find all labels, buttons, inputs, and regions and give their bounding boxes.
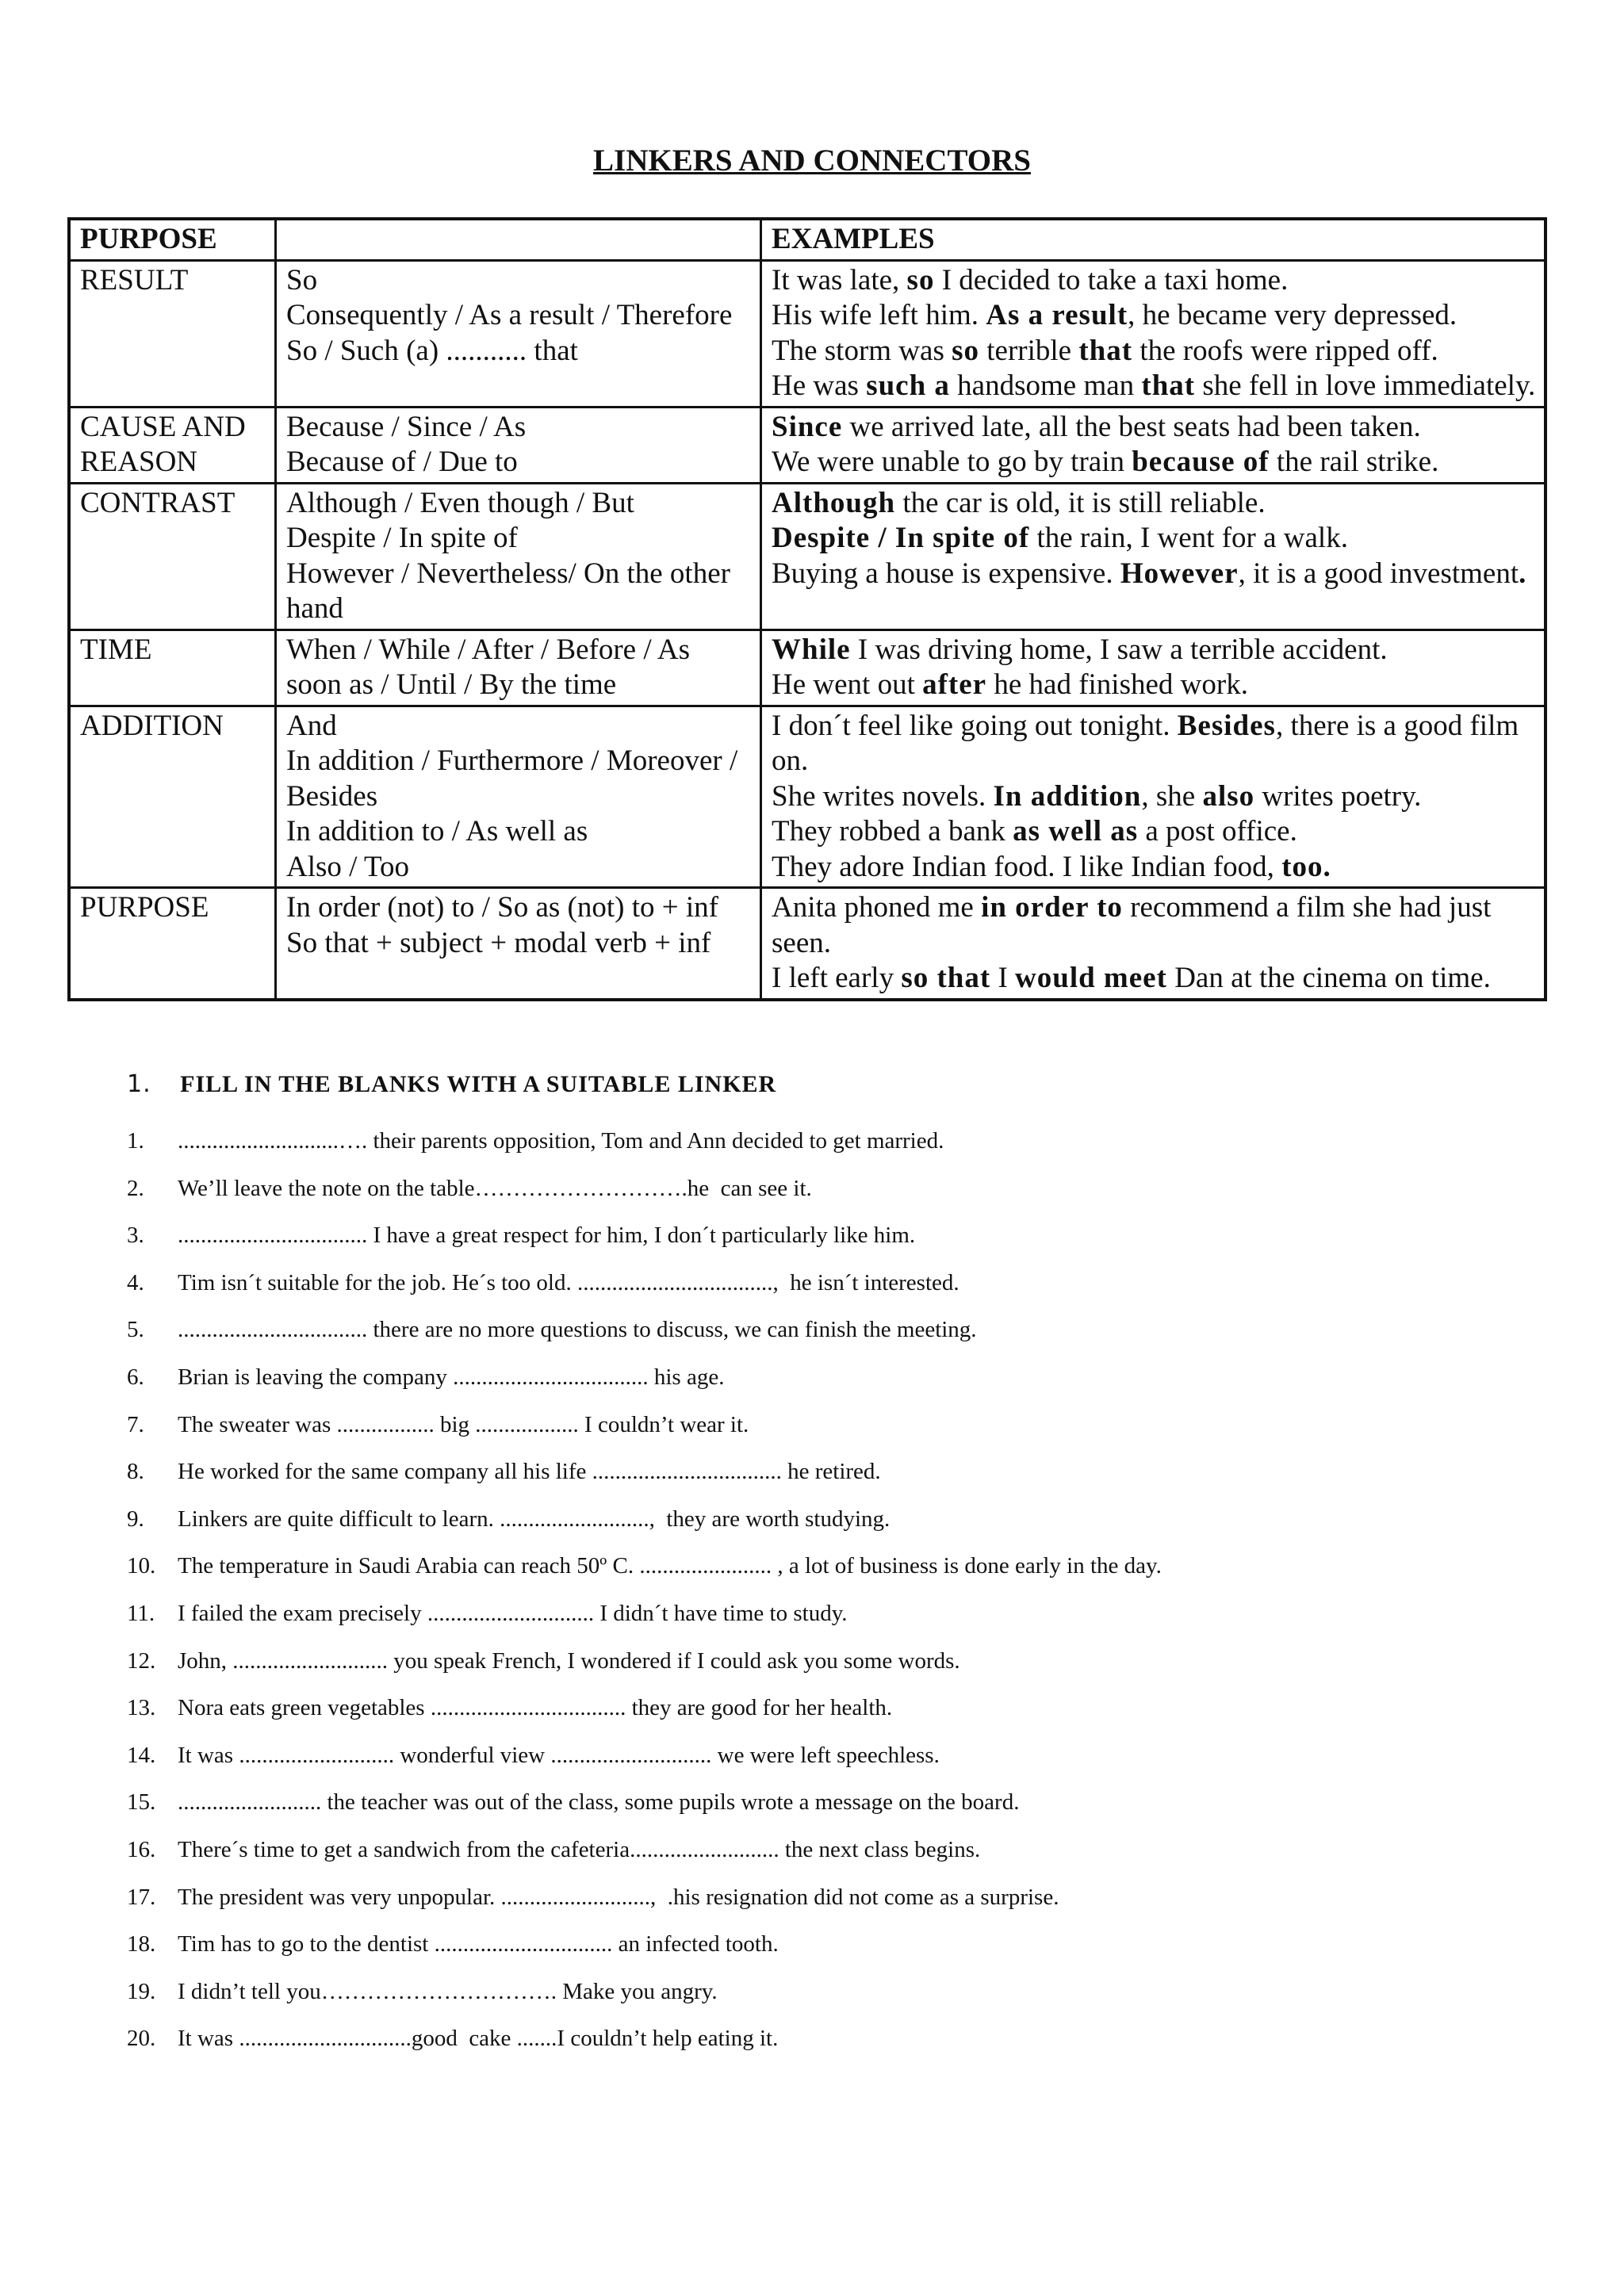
linkers-table bbox=[67, 217, 1547, 1001]
example-text: We were unable to go by train bbox=[772, 446, 1132, 478]
linker-line: In addition / Furthermore / Moreover / Besides bbox=[286, 744, 738, 813]
example-text: the rain, I went for a walk. bbox=[1029, 522, 1348, 554]
example-text: His wife left him. bbox=[772, 299, 986, 331]
examples-cell bbox=[761, 629, 1546, 706]
example-sentence bbox=[772, 298, 1536, 334]
linker-line: Because of / Due to bbox=[286, 446, 518, 478]
highlighted-linker: While bbox=[772, 633, 851, 666]
table-row bbox=[69, 483, 1545, 629]
example-text: she fell in love immediately. bbox=[1195, 369, 1536, 402]
examples-cell bbox=[761, 706, 1546, 888]
example-text: the roofs were ripped off. bbox=[1132, 334, 1438, 367]
exercise-item bbox=[127, 1364, 1162, 1412]
item-sentence: Brian is leaving the company .................................. his age. bbox=[178, 1364, 725, 1390]
highlighted-linker: Since bbox=[772, 410, 843, 443]
example-text: , there is a good film on. bbox=[772, 709, 1519, 777]
linker-line: And bbox=[286, 709, 337, 742]
example-sentence bbox=[772, 668, 1536, 703]
exercise-item bbox=[127, 1695, 1162, 1743]
example-text: The storm was bbox=[772, 334, 952, 367]
example-text: recommend a film she had just seen. bbox=[772, 891, 1492, 959]
item-number: 3. bbox=[127, 1223, 144, 1249]
item-number: 13. bbox=[127, 1695, 156, 1721]
item-number: 1. bbox=[127, 1128, 144, 1154]
highlighted-linker: in order to bbox=[981, 891, 1123, 924]
example-text: I was driving home, I saw a terrible accident. bbox=[850, 633, 1388, 666]
example-sentence bbox=[772, 521, 1536, 557]
linker-line: So bbox=[286, 263, 318, 297]
table-row bbox=[69, 260, 1545, 407]
highlighted-linker: so bbox=[952, 334, 980, 367]
example-sentence bbox=[772, 486, 1536, 522]
exercise-item bbox=[127, 1885, 1162, 1932]
linkers-cell bbox=[276, 706, 761, 888]
example-text: I don´t feel like going out tonight. bbox=[772, 709, 1178, 742]
example-sentence bbox=[772, 814, 1536, 850]
exercise-item bbox=[127, 1506, 1162, 1554]
highlighted-linker: that bbox=[1078, 334, 1133, 367]
exercise-item bbox=[127, 1412, 1162, 1460]
highlighted-linker: As a result bbox=[986, 299, 1128, 331]
highlighted-linker: after bbox=[922, 668, 987, 701]
examples-cell bbox=[761, 407, 1546, 483]
example-sentence bbox=[772, 557, 1536, 592]
example-sentence bbox=[772, 445, 1536, 480]
item-sentence: I failed the exam precisely ............................. I didn´t have time to study. bbox=[178, 1600, 848, 1626]
exercise-item bbox=[127, 1553, 1162, 1601]
example-sentence bbox=[772, 263, 1536, 299]
example-text: He went out bbox=[772, 668, 923, 701]
example-text: She writes novels. bbox=[772, 779, 994, 813]
example-text: They robbed a bank bbox=[772, 815, 1013, 848]
linker-line: Despite / In spite of bbox=[286, 522, 518, 554]
item-number: 2. bbox=[127, 1175, 144, 1201]
exercise-heading bbox=[127, 1070, 776, 1098]
item-sentence: ......................... the teacher was out of the class, some pupils wrote a message on the board. bbox=[178, 1789, 1020, 1816]
item-number: 12. bbox=[127, 1647, 156, 1674]
highlighted-linker: too. bbox=[1281, 850, 1331, 883]
highlighted-linker: Despite / In spite of bbox=[772, 522, 1030, 554]
item-sentence: Tim isn´t suitable for the job. He´s too old. .................................., he isn´t interested. bbox=[178, 1269, 959, 1295]
item-number: 11. bbox=[127, 1600, 155, 1626]
linkers-cell bbox=[276, 629, 761, 706]
item-number: 19. bbox=[127, 1978, 156, 2004]
example-text: , it is a good investment bbox=[1238, 557, 1519, 590]
item-sentence: ............................…. their parents opposition, Tom and Ann decided to get married. bbox=[178, 1128, 944, 1154]
item-sentence: ................................. I have a great respect for him, I don´t particularly like him. bbox=[178, 1223, 916, 1249]
item-sentence: We’ll leave the note on the table……………………….he can see it. bbox=[178, 1175, 812, 1201]
purpose-cell: CAUSE AND REASON bbox=[69, 407, 276, 483]
example-sentence bbox=[772, 633, 1536, 668]
linker-line: In order (not) to / So as (not) to + inf bbox=[286, 891, 718, 924]
highlighted-linker: . bbox=[1519, 557, 1527, 590]
example-text: the rail strike. bbox=[1269, 446, 1439, 478]
exercise-item bbox=[127, 1979, 1162, 2026]
linker-line: So that + subject + modal verb + inf bbox=[286, 926, 711, 959]
example-text: he had finished work. bbox=[986, 668, 1248, 701]
header-purpose: PURPOSE bbox=[69, 219, 276, 260]
item-number: 9. bbox=[127, 1506, 144, 1532]
exercise-item bbox=[127, 1459, 1162, 1506]
linker-line: Because / Since / As bbox=[286, 410, 527, 443]
example-text: , he became very depressed. bbox=[1128, 299, 1457, 331]
examples-cell bbox=[761, 260, 1546, 407]
table-row bbox=[69, 706, 1545, 888]
example-text: It was late, bbox=[772, 263, 907, 297]
highlighted-linker: that bbox=[1141, 369, 1196, 402]
example-sentence bbox=[772, 779, 1536, 815]
exercise-item bbox=[127, 1789, 1162, 1837]
example-text: I decided to take a taxi home. bbox=[934, 263, 1289, 297]
exercise-item bbox=[127, 1648, 1162, 1696]
item-sentence: John, ........................... you speak French, I wondered if I could ask you some words. bbox=[178, 1647, 960, 1674]
item-sentence: It was ..............................good cake .......I couldn’t help eating it. bbox=[178, 2026, 779, 2052]
linker-line: Consequently / As a result / Therefore bbox=[286, 299, 733, 331]
example-text: Anita phoned me bbox=[772, 891, 982, 924]
example-text: handsome man bbox=[949, 369, 1142, 402]
example-sentence bbox=[772, 850, 1536, 886]
highlighted-linker: Besides bbox=[1177, 709, 1276, 742]
table-row bbox=[69, 888, 1545, 1000]
item-sentence: ................................. there are no more questions to discuss, we can finish the meeting. bbox=[178, 1317, 977, 1343]
exercise-number: 1. bbox=[127, 1070, 151, 1098]
linker-line: Although / Even though / But bbox=[286, 486, 634, 519]
example-text: terrible bbox=[979, 334, 1079, 367]
header-linkers bbox=[276, 219, 761, 260]
exercise-item bbox=[127, 1837, 1162, 1885]
item-number: 17. bbox=[127, 1884, 156, 1910]
examples-cell bbox=[761, 483, 1546, 629]
item-number: 18. bbox=[127, 1931, 156, 1957]
item-number: 10. bbox=[127, 1553, 156, 1579]
purpose-cell: TIME bbox=[69, 629, 276, 706]
exercise-item bbox=[127, 1223, 1162, 1270]
purpose-cell: ADDITION bbox=[69, 706, 276, 888]
item-sentence: The temperature in Saudi Arabia can reach 50º C. ....................... , a lot of business is done early in the day. bbox=[178, 1553, 1162, 1579]
item-number: 4. bbox=[127, 1269, 144, 1295]
linker-line: In addition to / As well as bbox=[286, 815, 588, 848]
item-sentence: I didn’t tell you…………………………. Make you angry. bbox=[178, 1978, 718, 2004]
example-sentence bbox=[772, 709, 1536, 779]
item-number: 16. bbox=[127, 1836, 156, 1862]
item-number: 5. bbox=[127, 1317, 144, 1343]
example-text: , she bbox=[1141, 779, 1203, 813]
table-body bbox=[69, 260, 1545, 1000]
linker-line: Also / Too bbox=[286, 850, 410, 883]
example-sentence bbox=[772, 961, 1536, 997]
item-sentence: Tim has to go to the dentist ............................... an infected tooth. bbox=[178, 1931, 779, 1957]
purpose-cell: CONTRAST bbox=[69, 483, 276, 629]
linker-line: When / While / After / Before / As soon as / Until / By the time bbox=[286, 633, 690, 701]
example-text: Dan at the cinema on time. bbox=[1166, 962, 1491, 994]
item-number: 14. bbox=[127, 1742, 156, 1768]
highlighted-linker: as well as bbox=[1013, 815, 1139, 848]
item-sentence: Linkers are quite difficult to learn. .........................., they are worth studying. bbox=[178, 1506, 891, 1532]
linkers-cell bbox=[276, 407, 761, 483]
highlighted-linker: so bbox=[906, 263, 935, 297]
linkers-cell bbox=[276, 888, 761, 1000]
item-number: 15. bbox=[127, 1789, 156, 1816]
highlighted-linker: In addition bbox=[993, 779, 1142, 813]
example-text: a post office. bbox=[1138, 815, 1297, 848]
example-sentence bbox=[772, 369, 1536, 404]
example-text: writes poetry. bbox=[1254, 779, 1422, 813]
exercise-item bbox=[127, 1270, 1162, 1318]
exercise-list bbox=[127, 1128, 1162, 2073]
example-text: He was bbox=[772, 369, 867, 402]
item-number: 6. bbox=[127, 1364, 144, 1390]
item-number: 8. bbox=[127, 1459, 144, 1485]
highlighted-linker: such a bbox=[866, 369, 950, 402]
linker-line: However / Nevertheless/ On the other hand bbox=[286, 557, 730, 625]
highlighted-linker: Although bbox=[772, 486, 896, 519]
example-text: I left early bbox=[772, 962, 902, 994]
exercise-item bbox=[127, 1743, 1162, 1790]
header-examples: EXAMPLES bbox=[761, 219, 1546, 260]
page-title: LINKERS AND CONNECTORS bbox=[593, 144, 1031, 178]
highlighted-linker: because of bbox=[1132, 446, 1270, 478]
example-text: Buying a house is expensive. bbox=[772, 557, 1120, 590]
linker-line: So / Such (a) ........... that bbox=[286, 334, 578, 367]
highlighted-linker: would meet bbox=[1015, 962, 1167, 994]
example-text: I bbox=[990, 962, 1016, 994]
exercise-item bbox=[127, 1931, 1162, 1979]
item-number: 7. bbox=[127, 1411, 144, 1437]
examples-cell bbox=[761, 888, 1546, 1000]
highlighted-linker: so that bbox=[901, 962, 991, 994]
item-sentence: The president was very unpopular. .........................., .his resignation did not come as a surprise. bbox=[178, 1884, 1059, 1910]
example-sentence bbox=[772, 410, 1536, 446]
exercise-title: FILL IN THE BLANKS WITH A SUITABLE LINKER bbox=[180, 1071, 777, 1097]
table-header-row bbox=[69, 219, 1545, 260]
exercise-item bbox=[127, 1317, 1162, 1364]
purpose-cell: PURPOSE bbox=[69, 888, 276, 1000]
exercise-item bbox=[127, 1176, 1162, 1223]
item-sentence: There´s time to get a sandwich from the cafeteria.......................... the next class begins. bbox=[178, 1836, 981, 1862]
highlighted-linker: also bbox=[1202, 779, 1255, 813]
linkers-cell bbox=[276, 483, 761, 629]
item-sentence: Nora eats green vegetables .................................. they are good for her health. bbox=[178, 1695, 893, 1721]
exercise-item bbox=[127, 2026, 1162, 2073]
highlighted-linker: However bbox=[1120, 557, 1239, 590]
purpose-cell: RESULT bbox=[69, 260, 276, 407]
item-sentence: It was ........................... wonderful view ............................ we were left speechless. bbox=[178, 1742, 940, 1768]
item-number: 20. bbox=[127, 2026, 156, 2052]
example-sentence bbox=[772, 890, 1536, 961]
linkers-cell bbox=[276, 260, 761, 407]
item-sentence: He worked for the same company all his life ................................. he retired. bbox=[178, 1459, 881, 1485]
example-text: we arrived late, all the best seats had been taken. bbox=[842, 410, 1421, 443]
example-text: They adore Indian food. I like Indian food, bbox=[772, 850, 1282, 883]
example-text: the car is old, it is still reliable. bbox=[895, 486, 1266, 519]
exercise-item bbox=[127, 1601, 1162, 1648]
table-row bbox=[69, 629, 1545, 706]
table-row bbox=[69, 407, 1545, 483]
exercise-item bbox=[127, 1128, 1162, 1176]
item-sentence: The sweater was ................. big .................. I couldn’t wear it. bbox=[178, 1411, 749, 1437]
example-sentence bbox=[772, 334, 1536, 369]
